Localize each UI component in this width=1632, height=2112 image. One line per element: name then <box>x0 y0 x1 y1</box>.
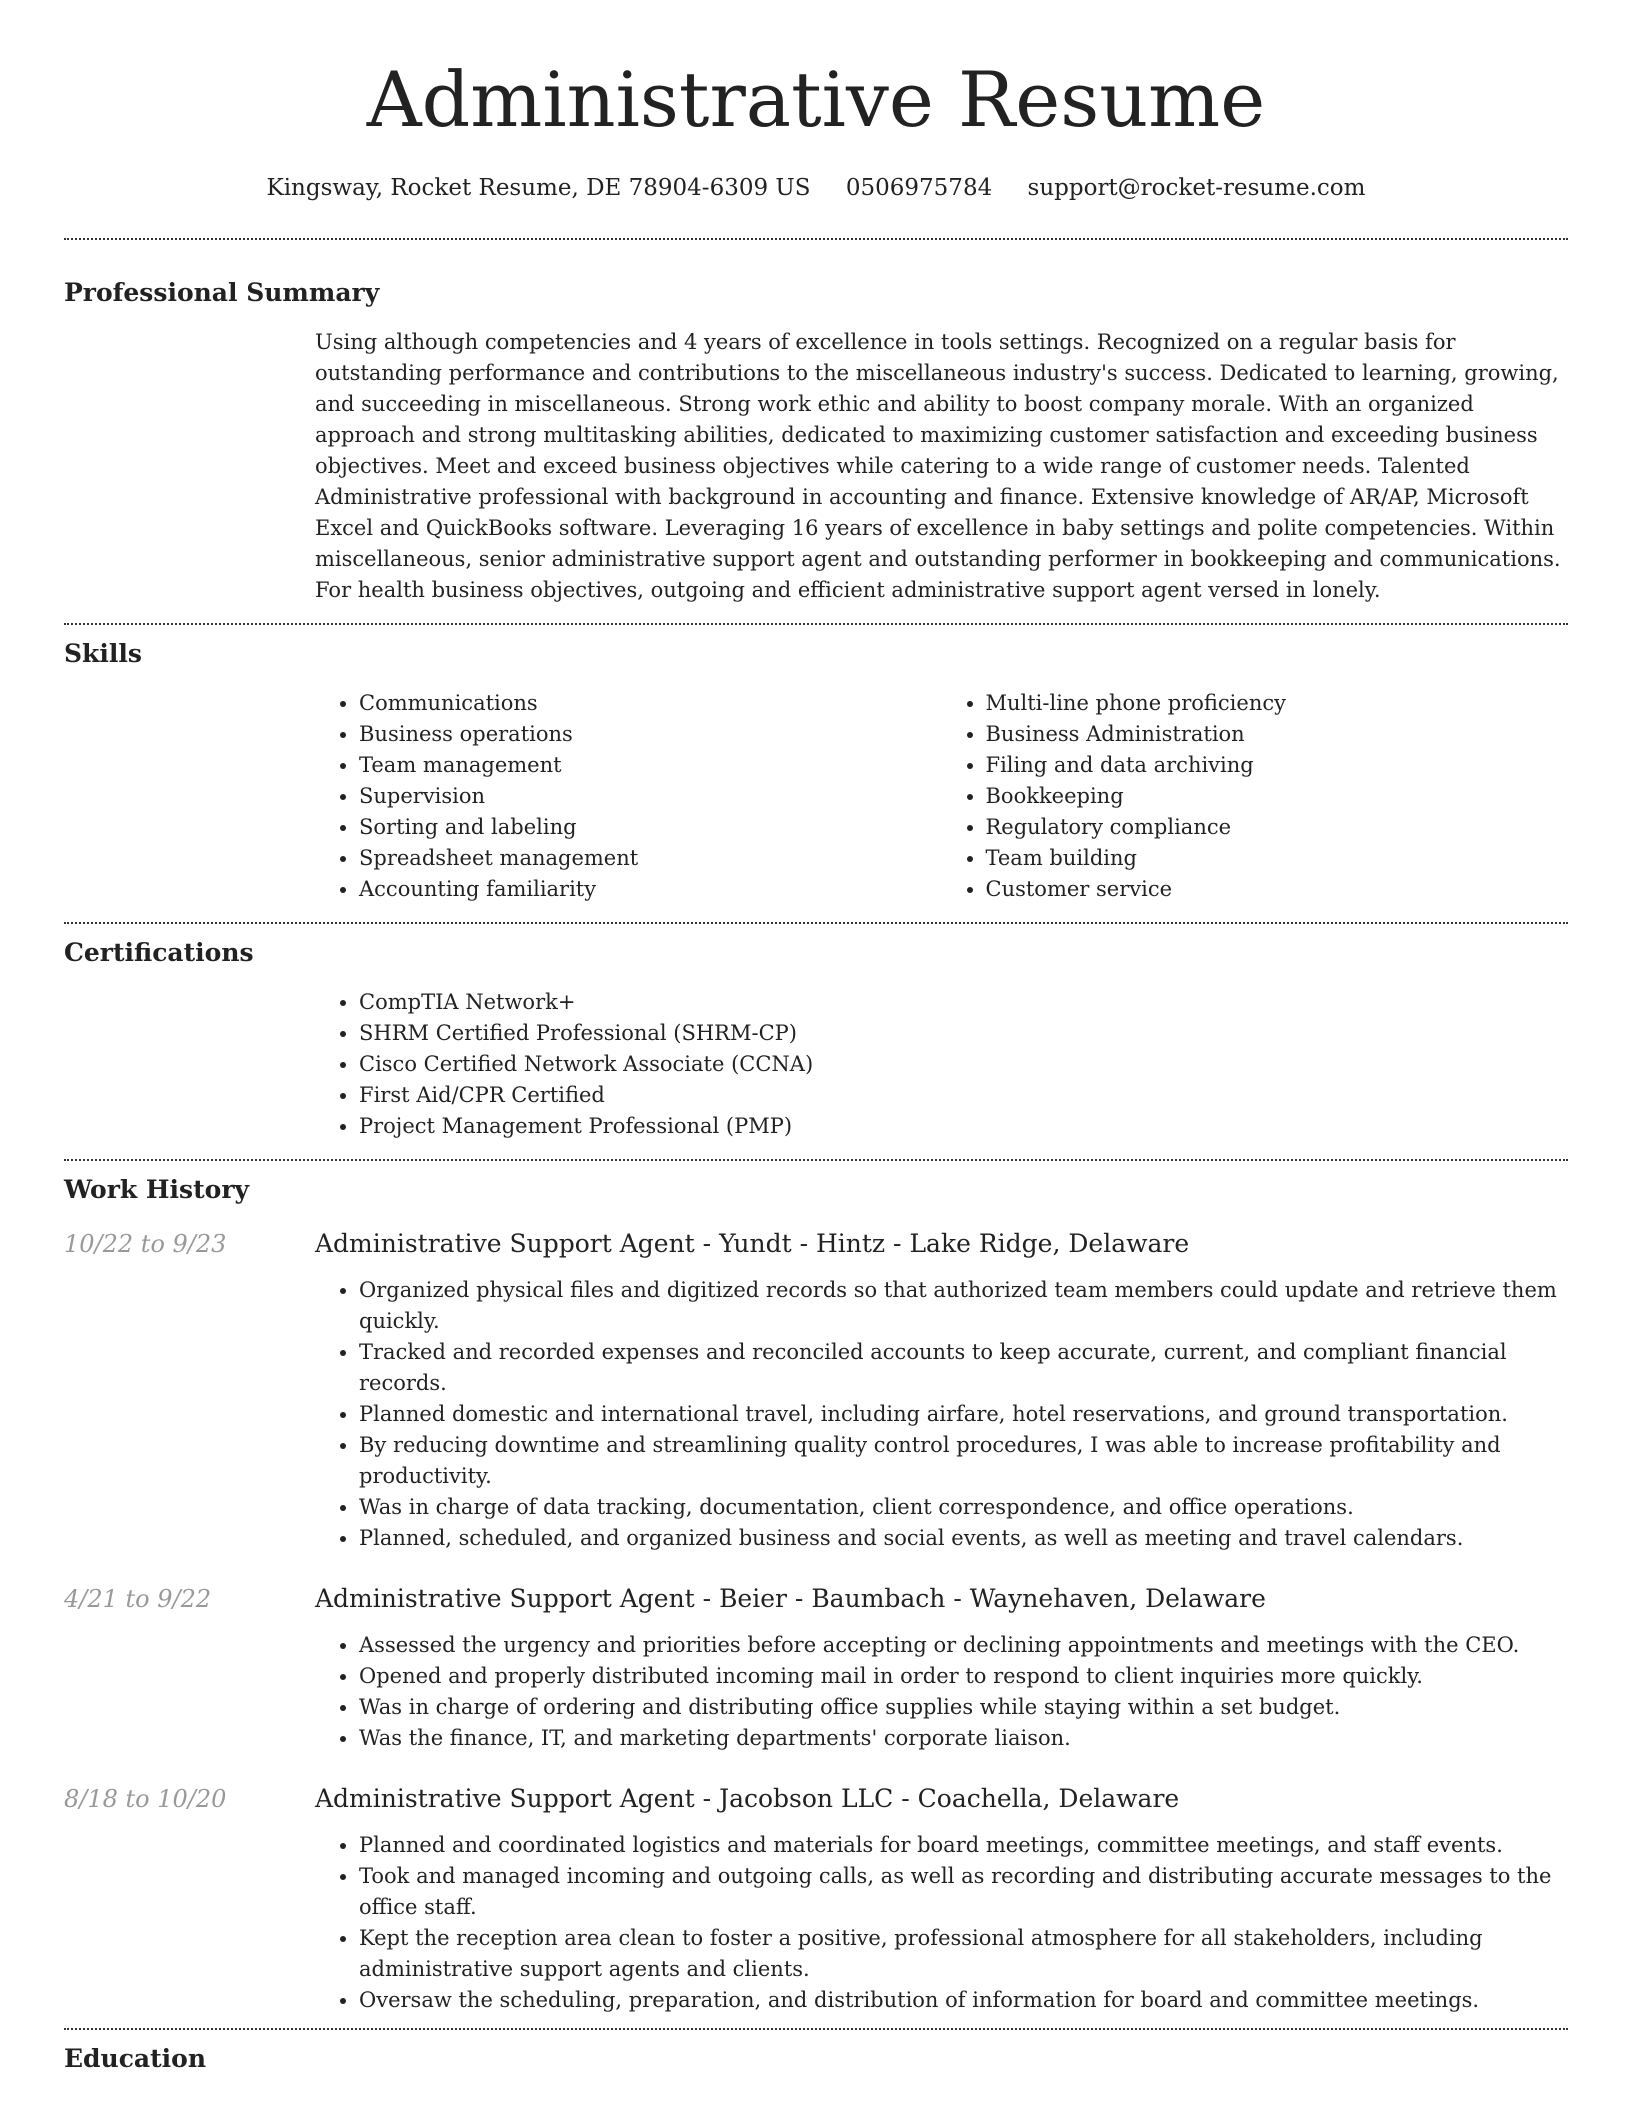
section-divider <box>64 1159 1568 1161</box>
skills-section <box>64 637 1568 905</box>
skill-item: • Business operations <box>359 719 942 750</box>
contact-address: Kingsway, Rocket Resume, DE 78904-6309 US <box>266 175 811 201</box>
job-entry <box>64 1782 1568 2016</box>
work-heading: Work History <box>64 1175 250 1204</box>
skill-item: • Communications <box>359 688 942 719</box>
certifications-heading: Certifications <box>64 938 254 967</box>
skill-item: • Multi-line phone proficiency <box>986 688 1569 719</box>
job-bullet: • Tracked and recorded expenses and reconciled accounts to keep accurate, current, and compliant financial records. <box>359 1337 1568 1399</box>
work-section <box>64 1173 1568 2016</box>
job-bullet: • Took and managed incoming and outgoing calls, as well as recording and distributing accurate messages to the office staff. <box>359 1861 1568 1923</box>
skill-item: • Filing and data archiving <box>986 750 1569 781</box>
job-bullet: • Oversaw the scheduling, preparation, and distribution of information for board and committee meetings. <box>359 1985 1568 2016</box>
contact-phone: 0506975784 <box>845 175 993 201</box>
skills-list-left <box>315 688 942 905</box>
job-bullets <box>315 1830 1568 2016</box>
skill-item: • Bookkeeping <box>986 781 1569 812</box>
job-bullet: • Was in charge of ordering and distributing office supplies while staying within a set budget. <box>359 1692 1568 1723</box>
skill-item: • Team management <box>359 750 942 781</box>
certification-item: • CompTIA Network+ <box>359 987 1568 1018</box>
certifications-body <box>315 987 1568 1142</box>
job-details <box>315 1582 1568 1754</box>
job-bullet: • By reducing downtime and streamlining quality control procedures, I was able to increase profitability and productivity. <box>359 1430 1568 1492</box>
summary-heading: Professional Summary <box>64 278 380 307</box>
job-bullet: • Planned domestic and international travel, including airfare, hotel reservations, and ground transportation. <box>359 1399 1568 1430</box>
section-divider <box>64 2028 1568 2030</box>
job-bullet: • Was in charge of data tracking, documentation, client correspondence, and office operations. <box>359 1492 1568 1523</box>
job-details <box>315 1227 1568 1554</box>
certifications-section <box>64 936 1568 1142</box>
skills-list-right <box>942 688 1569 905</box>
skill-item: • Sorting and labeling <box>359 812 942 843</box>
skills-columns <box>315 688 1568 905</box>
skill-item: • Team building <box>986 843 1569 874</box>
resume-page <box>64 0 1568 2076</box>
skill-item: • Accounting familiarity <box>359 874 942 905</box>
job-title: Administrative Support Agent - Yundt - Hintz - Lake Ridge, Delaware <box>315 1229 1190 1258</box>
skill-item: • Business Administration <box>986 719 1569 750</box>
summary-text: Using although competencies and 4 years of excellence in tools settings. Recognized on a regular basis for outstanding performance and contributions to the miscellaneous industry's success. Dedicated to learning, growing, and succeeding in miscellaneous. Strong work ethic and ability to boost company morale. With an organized approach and strong multitasking abilities, dedicated to maximizing customer satisfaction and exceeding business objectives. Meet and exceed business objectives while catering to a wide range of customer needs. Talented Administrative professional with background in accounting and finance. Extensive knowledge of AR/AP, Microsoft Excel and QuickBooks software. Leveraging 16 years of excellence in baby settings and polite competencies. Within miscellaneous, senior administrative support agent and outstanding performer in bookkeeping and communications. For health business objectives, outgoing and efficient administrative support agent versed in lonely. <box>315 330 1561 602</box>
job-bullet: • Planned, scheduled, and organized business and social events, as well as meeting and travel calendars. <box>359 1523 1568 1554</box>
job-entry <box>64 1227 1568 1554</box>
job-bullet: • Planned and coordinated logistics and materials for board meetings, committee meetings, and staff events. <box>359 1830 1568 1861</box>
skill-item: • Supervision <box>359 781 942 812</box>
certification-item: • SHRM Certified Professional (SHRM-CP) <box>359 1018 1568 1049</box>
job-bullets <box>315 1275 1568 1554</box>
job-bullet: • Opened and properly distributed incoming mail in order to respond to client inquiries more quickly. <box>359 1661 1568 1692</box>
job-bullet: • Was the finance, IT, and marketing departments' corporate liaison. <box>359 1723 1568 1754</box>
education-heading: Education <box>64 2044 207 2073</box>
certification-item: • Project Management Professional (PMP) <box>359 1111 1568 1142</box>
skill-item: • Customer service <box>986 874 1569 905</box>
job-dates: 8/18 to 10/20 <box>64 1785 227 1813</box>
job-bullet: • Kept the reception area clean to foster a positive, professional atmosphere for all stakeholders, including administrative support agents and clients. <box>359 1923 1568 1985</box>
job-title: Administrative Support Agent - Beier - Baumbach - Waynehaven, Delaware <box>315 1584 1266 1613</box>
skill-item: • Spreadsheet management <box>359 843 942 874</box>
certification-item: • Cisco Certified Network Associate (CCNA) <box>359 1049 1568 1080</box>
job-title: Administrative Support Agent - Jacobson LLC - Coachella, Delaware <box>315 1784 1180 1813</box>
section-divider <box>64 623 1568 625</box>
job-bullet: • Organized physical files and digitized records so that authorized team members could update and retrieve them quickly. <box>359 1275 1568 1337</box>
job-details <box>315 1782 1568 2016</box>
job-dates: 4/21 to 9/22 <box>64 1585 212 1613</box>
job-dates: 10/22 to 9/23 <box>64 1230 227 1258</box>
skill-item: • Regulatory compliance <box>986 812 1569 843</box>
section-divider <box>64 922 1568 924</box>
contact-email: support@rocket-resume.com <box>1027 175 1366 201</box>
summary-section <box>64 276 1568 606</box>
job-entry <box>64 1582 1568 1754</box>
certifications-list <box>315 987 1568 1142</box>
job-bullet: • Assessed the urgency and priorities before accepting or declining appointments and meetings with the CEO. <box>359 1630 1568 1661</box>
job-bullets <box>315 1630 1568 1754</box>
resume-title: Administrative Resume <box>366 55 1266 144</box>
skills-heading: Skills <box>64 639 142 668</box>
certification-item: • First Aid/CPR Certified <box>359 1080 1568 1111</box>
education-section <box>64 2042 1568 2076</box>
section-divider <box>64 238 1568 240</box>
contact-line <box>64 172 1568 204</box>
